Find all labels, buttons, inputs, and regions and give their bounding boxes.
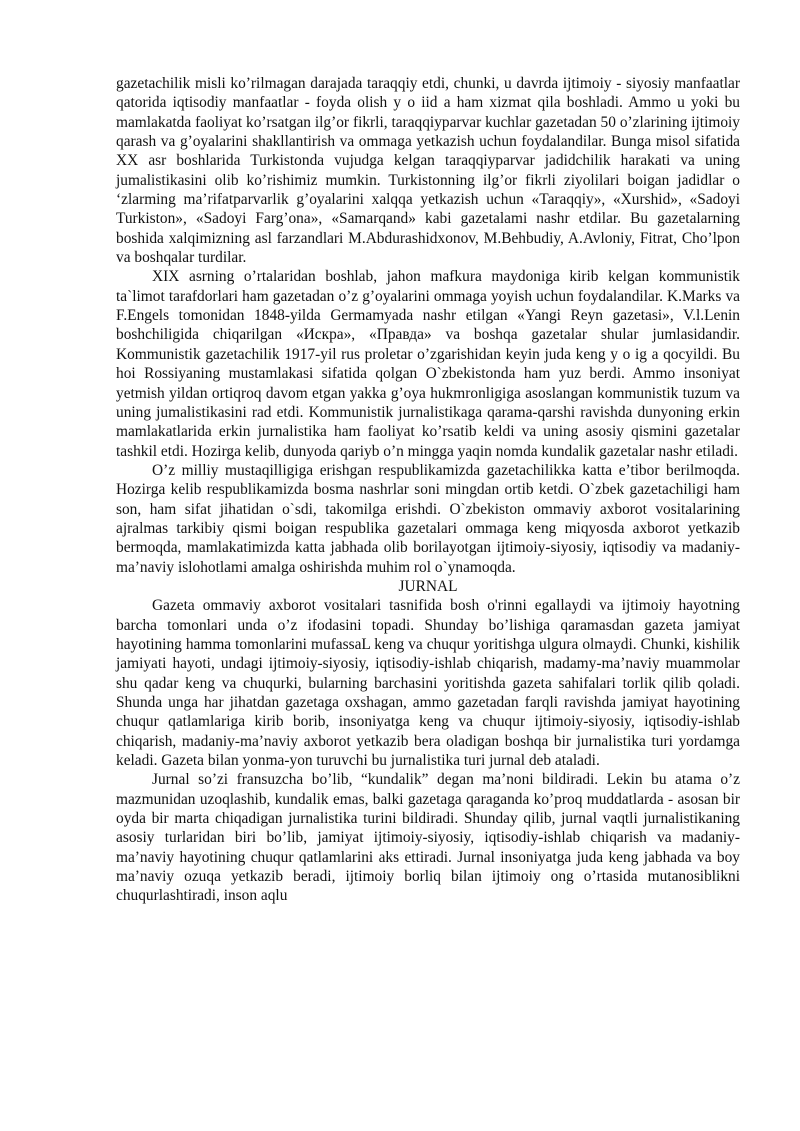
paragraph-1: gazetachilik misli ko’rilmagan darajada taraqqiy etdi, chunki, u davrda ijtimoiy - siyosiy manfaatlar qatorida iqtisodiy manfaatlar - foyda olish y o iid a ham xizmat qila boshladi. Ammo u yoki bu mamlakatda faoliyat ko’rsatgan ilg’or fikrli, taraqqiyparvar kuchlar gazetadan 50 o’zlarining ijtimoiy qarash va g’oyalarini shakllantirish va ommaga yetkazish uchun foydalandilar. Bunga misol sifatida XX asr boshlarida Turkistonda vujudga kelgan taraqqiyparvar jadidchilik harakati va uning jumalistikasini olib ko’rishimiz mumkin. Turkistonning ilg’or fikrli ziyolilari boigan jadidlar o ‘zlarming ma’rifatparvarlik g’oyalarini xalqqa yetkazish uchun «Taraqqiy», «Xurshid», «Sadoyi Turkiston», «Sadoyi Farg’ona», «Samarqand» kabi gazetalami nashr etdilar. Bu gazetalarning boshida xalqimizning asl farzandlari M.Abdurashidxonov, M.Behbudiy, A.Avloniy, Fitrat, Cho’lpon va boshqalar turdilar. [116, 75, 740, 267]
paragraph-2: XIX asrning o’rtalaridan boshlab, jahon mafkura maydoniga kirib kelgan kommunistik ta`limot tarafdorlari ham gazetadan o’z g’oyalarini ommaga yoyish uchun foydalandilar. K.Marks va F.Engels tomonidan 1848-yilda Germamyada nashr etilgan «Yangi Reyn gazetasi», V.l.Lenin boshchiligida chiqarilgan «Искра», «Правда» va boshqa gazetalar shular jumlasidandir. Kommunistik gazetachilik 1917-yil rus proletar o’zgarishidan keyin juda keng y o ig a qocyildi. Bu hoi Rossiyaning mustamlakasi sifatida qolgan O`zbekistonda ham yuz berdi. Ammo insoniyat yetmish yildan ortiqroq davom etgan yakka g’oya hukmronligiga asoslangan kommunistik tuzum va uning jumalistikasini rad etdi. Kommunistik jurnalistikaga qarama-qarshi ravishda dunyoning erkin mamlakatlarida erkin jurnalistika ham faoliyat ko’rsatib keldi va uning asosiy qismini gazetalar tashkil etdi. Hozirga kelib, dunyoda qariyb o’n mingga yaqin nomda kundalik gazetalar nashr etiladi. [116, 268, 740, 460]
paragraph-5: Jurnal so’zi fransuzcha bo’lib, “kundalik” degan ma’noni bildiradi. Lekin bu atama o’z mazmunidan uzoqlashib, kundalik emas, balki gazetaga qaraganda ko’proq muddatlarda - asosan bir oyda bir marta chiqadigan jurnalistika turini bildiradi. Shunday qilib, jurnal vaqtli jurnalistikaning asosiy turlaridan biri bo’lib, jamiyat ijtimoiy-siyosiy, iqtisodiy-ishlab chiqarish va madaniy-ma’naviy hayotining chuqur qatlamlarini aks ettiradi. Jurnal insoniyatga juda keng jabhada va boy ma’naviy ozuqa yetkazib beradi, ijtimoiy borliq bilan ijtimoiy ong o’rtasida mutanosiblikni chuqurlashtiradi, inson aqlu [116, 771, 740, 905]
section-heading: JURNAL [398, 577, 458, 595]
document-page [116, 74, 740, 906]
paragraph-3: O’z milliy mustaqilligiga erishgan respublikamizda gazetachilikka katta e’tibor berilmoqda. Hozirga kelib respublikamizda bosma nashrlar soni mingdan ortib ketdi. O`zbek gazetachiligi ham son, ham sifat jihatidan o`sdi, takomilga erishdi. O`zbekiston ommaviy axborot vositalarining ajralmas tarkibiy qismi boigan respublika gazetalari ommaga keng miqyosda axborot yetkazib bermoqda, mamlakatimizda katta jabhada olib borilayotgan ijtimoiy-siyosiy, iqtisodiy va madaniy-ma’naviy islohotlami amalga oshirishda muhim rol o`ynamoqda. [116, 461, 740, 576]
paragraph-4: Gazeta ommaviy axborot vositalari tasnifida bosh o'rinni egallaydi va ijtimoiy hayotning barcha tomonlari unda o’z ifodasini topadi. Shunday bo’lishiga qaramasdan gazeta jamiyat hayotining hamma tomonlarini mufassaL keng va chuqur yoritishga ulgura olmaydi. Chunki, kishilik jamiyati hayoti, undagi ijtimoiy-siyosiy, iqtisodiy-ishlab chiqarish, madamy-ma’naviy muammolar shu qadar keng va chuqurki, bularning barchasini yoritishda gazeta sahifalari torlik qilib qoladi. Shunda unga har jihatdan gazetaga oxshagan, ammo gazetadan farqli ravishda jamiyat hayotining chuqur qatlamlariga kirib borib, insoniyatga keng va chuqur ijtimoiy-siyosiy, iqtisodiy-ishlab chiqarish, madaniy-ma’naviy axborot yetkazib bera oladigan boshqa bir jurnalistika turi yordamga keladi. Gazeta bilan yonma-yon turuvchi bu jurnalistika turi jurnal deb ataladi. [116, 597, 740, 770]
